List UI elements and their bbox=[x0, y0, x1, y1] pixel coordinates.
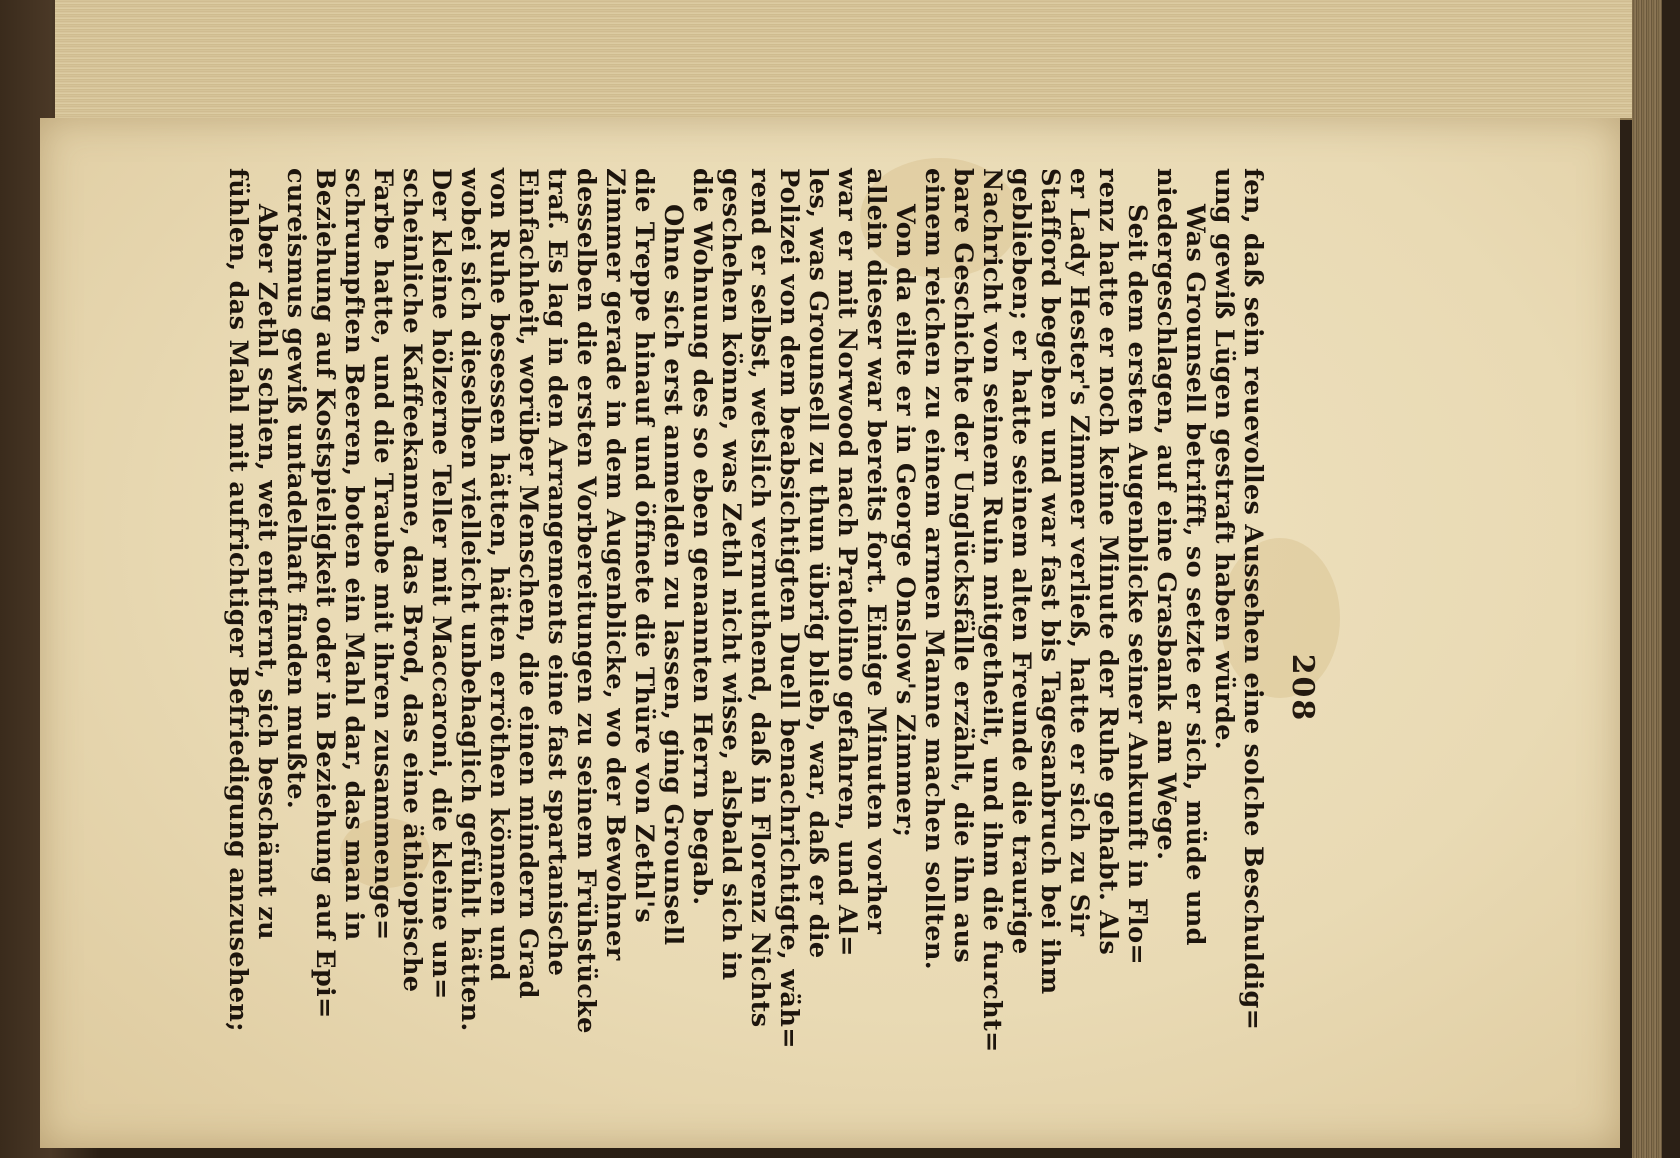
page-edges-top bbox=[55, 0, 1640, 120]
text-line: Ohne sich erst anmelden zu lassen, ging Grounsell bbox=[658, 204, 688, 946]
text-line: Zimmer gerade in dem Augenblicke, wo der Bewohner bbox=[600, 168, 630, 961]
text-line: Aber Zethl schien, weit entfernt, sich beschämt zu bbox=[252, 204, 282, 940]
text-line: schrumpften Beeren, boten ein Mahl dar, das man in bbox=[339, 168, 369, 941]
text-line: allein dieser war bereits fort. Einige Minuten vorher bbox=[861, 168, 891, 935]
page-number: 208 bbox=[1285, 653, 1320, 723]
text-block bbox=[223, 168, 1320, 1148]
text-line: einem reichen zu einem armen Manne machen sollten. bbox=[919, 168, 949, 970]
text-line: von Ruhe besessen hätten, hätten erröthen können und bbox=[484, 168, 514, 981]
text-line: Beziehung auf Kostspieligkeit oder in Beziehung auf Epi= bbox=[310, 168, 340, 1019]
text-line: Was Grounsell betrifft, so setzte er sich, müde und bbox=[1180, 204, 1210, 946]
text-line: Von da eilte er in George Onslow's Zimmer; bbox=[890, 204, 920, 838]
text-line: Seit dem ersten Augenblicke seiner Ankunft in Flo= bbox=[1122, 204, 1152, 966]
text-line: geblieben; er hatte seinem alten Freunde die traurige bbox=[1006, 168, 1036, 955]
text-line: geschehen könne, was Zethl nicht wisse, alsbald sich in bbox=[716, 168, 746, 981]
text-line: er Lady Hester's Zimmer verließ, hatte er sich zu Sir bbox=[1064, 168, 1094, 937]
text-line: cureismus gewiß untadelhaft finden mußte. bbox=[281, 168, 311, 810]
text-line: ung gewiß Lügen gestraft haben würde. bbox=[1209, 168, 1239, 750]
text-line: renz hatte er noch keine Minute der Ruhe gehabt. Als bbox=[1093, 168, 1123, 956]
text-line: Einfachheit, worüber Menschen, die einen mindern Grad bbox=[513, 168, 543, 999]
text-line: les, was Grounsell zu thun übrig blieb, war, daß er die bbox=[803, 168, 833, 959]
text-line: scheinliche Kaffeekanne, das Brod, das eine äthiopische bbox=[397, 168, 427, 993]
text-line: rend er selbst, wetslich vermuthend, daß in Florenz Nichts bbox=[745, 168, 775, 1028]
book-page bbox=[40, 118, 1620, 1148]
text-line: desselben die ersten Vorbereitungen zu seinem Frühstücke bbox=[571, 168, 601, 1034]
text-line: traf. Es lag in den Arrangements eine fast spartanische bbox=[542, 168, 572, 977]
text-line: war er mit Norwood nach Pratolino gefahren, und Al= bbox=[832, 168, 862, 957]
page-edges-right bbox=[1632, 0, 1662, 1158]
text-line: fühlen, das Mahl mit aufrichtiger Befriedigung anzusehen; bbox=[223, 168, 253, 1032]
text-line: die Wohnung des so eben genannten Herrn begab. bbox=[687, 168, 717, 906]
text-line: niedergeschlagen, auf eine Grasbank am Wege. bbox=[1151, 168, 1181, 861]
text-line: bare Geschichte der Unglücksfälle erzählt, die ihn aus bbox=[948, 168, 978, 963]
text-line: Stafford begeben und war fast bis Tagesanbruch bei ihm bbox=[1035, 168, 1065, 995]
text-line: die Treppe hinauf und öffnete die Thüre von Zethl's bbox=[629, 168, 659, 923]
text-line: Der kleine hölzerne Teller mit Maccaroni, die kleine un= bbox=[426, 168, 456, 1000]
text-lines bbox=[223, 168, 1267, 1148]
text-line: Farbe hatte, und die Traube mit ihren zusammenge= bbox=[368, 168, 398, 941]
text-line: fen, daß sein reuevolles Aussehen eine solche Beschuldig= bbox=[1238, 168, 1268, 1031]
text-line: wobei sich dieselben vielleicht unbehaglich gefühlt hätten. bbox=[455, 168, 485, 1032]
text-line: Polizei von dem beabsichtigten Duell benachrichtigte, wäh= bbox=[774, 168, 804, 1049]
text-line: Nachricht von seinem Ruin mitgetheilt, und ihm die furcht= bbox=[977, 168, 1007, 1053]
